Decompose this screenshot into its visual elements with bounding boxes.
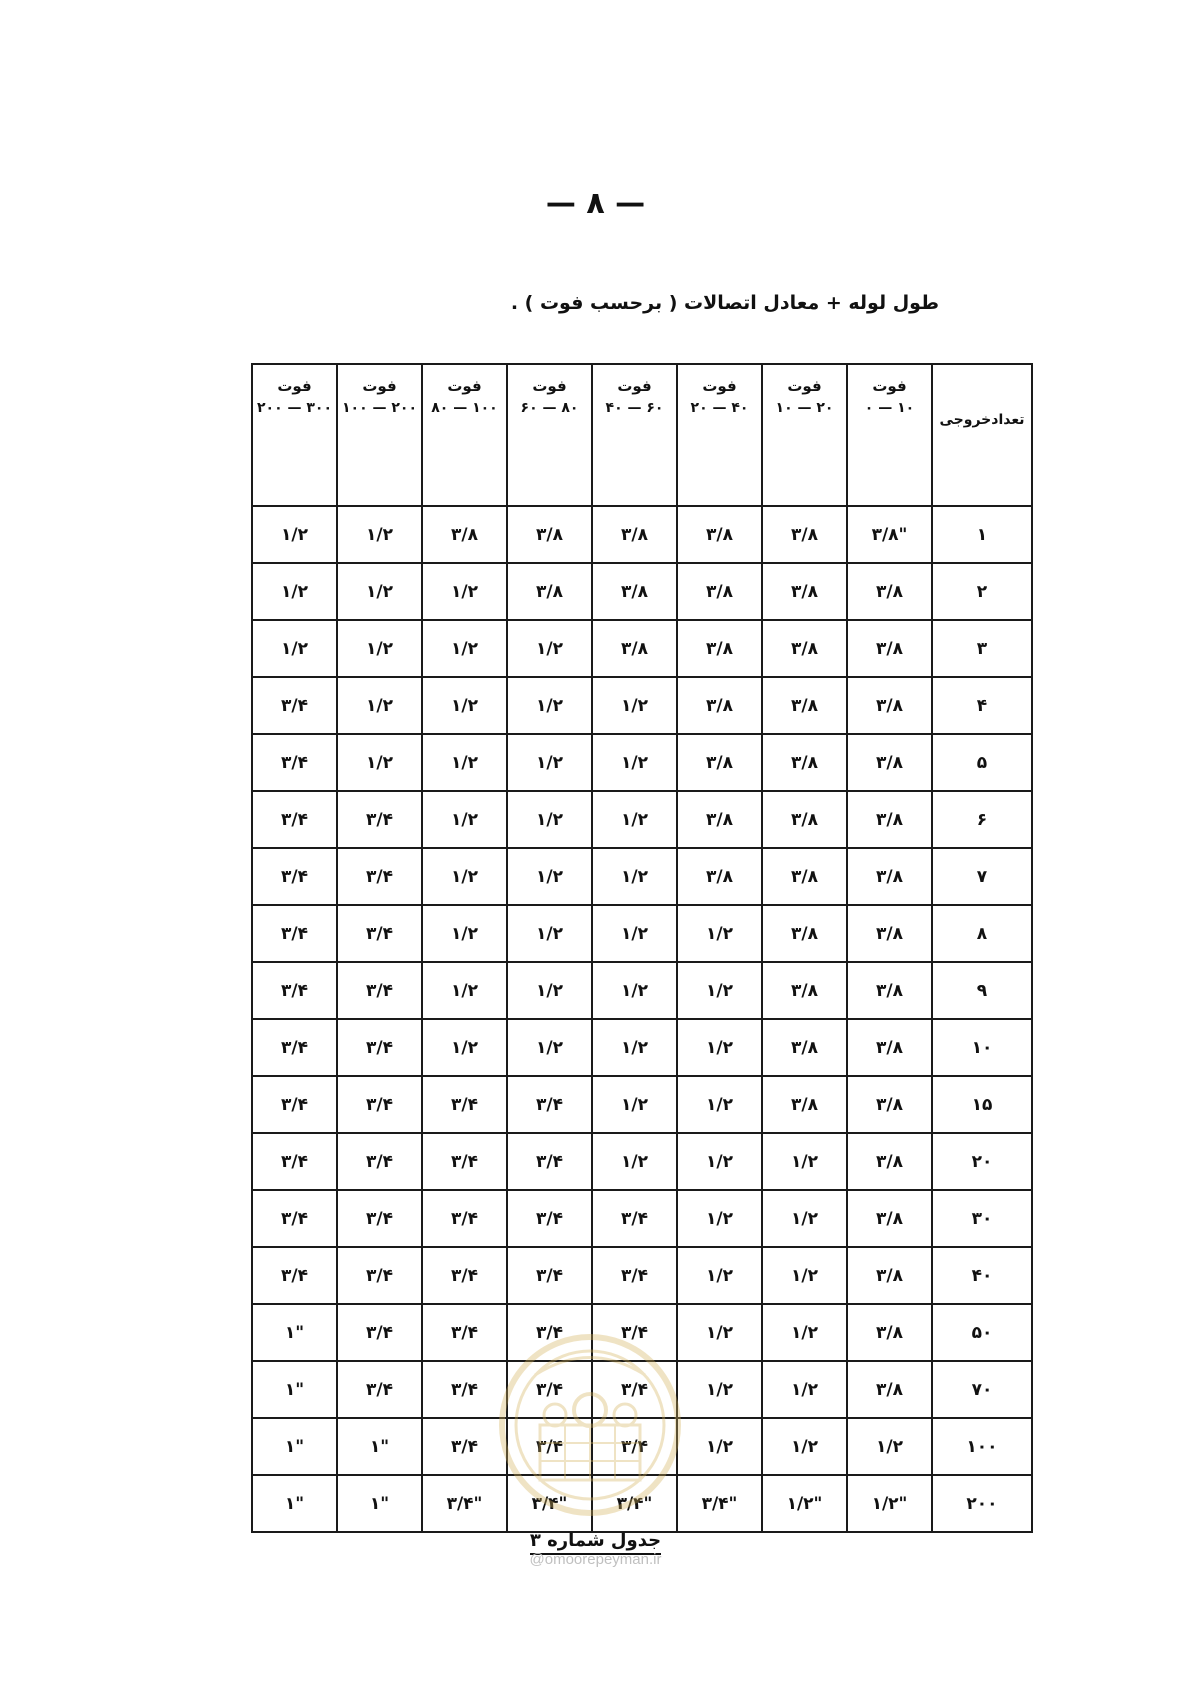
column-header [507,364,592,506]
pipe-size-cell: ۳/۸ [592,563,677,620]
pipe-size-cell: ۳/۴ [507,1247,592,1304]
outlet-count-cell: ۲ [932,563,1032,620]
pipe-size-cell: ۳/۴ [422,1304,507,1361]
pipe-size-cell: ۱/۲ [677,1076,762,1133]
pipe-size-cell: ۱/۲ [507,848,592,905]
pipe-size-cell: ۳/۸ [847,1190,932,1247]
outlet-count-cell: ۴ [932,677,1032,734]
table-header-row [252,364,1032,506]
pipe-size-cell: ۱/۲ [592,1076,677,1133]
pipe-size-cell: "۱ [252,1304,337,1361]
pipe-size-cell: ۳/۸ [677,677,762,734]
table-row [252,1475,1032,1532]
column-range: ۸۰ — ۶۰ [520,400,579,416]
column-unit: فوت [872,377,907,395]
pipe-size-cell: ۳/۴ [337,1247,422,1304]
pipe-size-cell: ۱/۲ [422,848,507,905]
table-row [252,734,1032,791]
column-unit: فوت [617,377,652,395]
pipe-size-cell: ۱/۲ [762,1190,847,1247]
pipe-size-cell: ۳/۴ [252,1133,337,1190]
outlet-count-cell: ۶ [932,791,1032,848]
outlet-count-cell: ۵۰ [932,1304,1032,1361]
pipe-size-cell: "۱ [337,1418,422,1475]
pipe-size-cell: "۳/۸ [847,506,932,563]
table-row [252,962,1032,1019]
pipe-size-cell: ۳/۴ [592,1247,677,1304]
pipe-size-cell: ۳/۴ [337,962,422,1019]
table-row [252,905,1032,962]
pipe-size-cell: "۳/۴ [592,1475,677,1532]
column-header [762,364,847,506]
pipe-size-cell: ۱/۲ [677,1133,762,1190]
pipe-size-cell: ۱/۲ [422,677,507,734]
pipe-size-cell: ۱/۲ [422,905,507,962]
pipe-size-cell: ۳/۸ [507,506,592,563]
table-row [252,791,1032,848]
column-range: ۳۰۰ — ۲۰۰ [256,400,333,416]
column-unit: فوت [277,377,312,395]
pipe-size-cell: ۳/۸ [847,905,932,962]
pipe-size-cell: "۱ [252,1361,337,1418]
pipe-size-cell: ۳/۴ [252,905,337,962]
pipe-size-cell: ۱/۲ [507,905,592,962]
pipe-size-cell: "۳/۴ [677,1475,762,1532]
pipe-size-cell: ۳/۴ [592,1418,677,1475]
pipe-size-cell: ۳/۴ [337,905,422,962]
pipe-size-cell: ۳/۸ [847,620,932,677]
pipe-size-cell: ۳/۴ [592,1304,677,1361]
pipe-size-cell: ۱/۲ [677,1361,762,1418]
column-unit: فوت [787,377,822,395]
pipe-size-cell: ۳/۴ [507,1133,592,1190]
pipe-size-cell: ۳/۴ [252,734,337,791]
pipe-size-cell: ۱/۲ [422,962,507,1019]
pipe-size-cell: "۱ [252,1418,337,1475]
column-range: ۱۰۰ — ۸۰ [431,400,498,416]
column-header [337,364,422,506]
pipe-size-cell: ۱/۲ [337,506,422,563]
column-unit: فوت [532,377,567,395]
outlet-count-cell: ۲۰ [932,1133,1032,1190]
pipe-size-cell: ۳/۴ [507,1418,592,1475]
pipe-size-cell: ۳/۸ [677,734,762,791]
pipe-size-cell: ۱/۲ [592,734,677,791]
pipe-size-cell: ۳/۸ [762,677,847,734]
pipe-size-cell: ۳/۴ [252,791,337,848]
pipe-size-cell: ۳/۸ [847,1076,932,1133]
pipe-size-cell: ۱/۲ [762,1304,847,1361]
pipe-size-cell: ۱/۲ [847,1418,932,1475]
table-row [252,848,1032,905]
pipe-size-cell: ۱/۲ [507,677,592,734]
table-caption-text: جدول شماره ۳ [530,1530,661,1555]
pipe-size-cell: ۳/۸ [762,962,847,1019]
table-row [252,1019,1032,1076]
outlet-count-cell: ۱۵ [932,1076,1032,1133]
column-range: ۶۰ — ۴۰ [605,400,664,416]
pipe-size-cell: ۳/۴ [422,1247,507,1304]
pipe-size-cell: ۳/۸ [847,1019,932,1076]
pipe-size-cell: ۳/۴ [422,1133,507,1190]
pipe-size-cell: ۱/۲ [762,1133,847,1190]
page-number: — ۸ — [545,186,646,221]
pipe-size-cell: ۱/۲ [422,1019,507,1076]
table-row [252,506,1032,563]
table-row [252,1247,1032,1304]
pipe-size-cell: ۳/۸ [507,563,592,620]
outlet-count-cell: ۳ [932,620,1032,677]
table-row [252,620,1032,677]
pipe-size-cell: ۳/۸ [762,620,847,677]
pipe-size-cell: ۳/۴ [337,1190,422,1247]
column-range: ۴۰ — ۲۰ [690,400,749,416]
pipe-size-cell: ۳/۸ [847,1304,932,1361]
pipe-size-cell: ۱/۲ [592,791,677,848]
pipe-size-cell: ۳/۴ [252,1076,337,1133]
pipe-size-cell: ۱/۲ [252,620,337,677]
pipe-size-cell: ۱/۲ [762,1247,847,1304]
pipe-size-cell: ۳/۸ [592,620,677,677]
pipe-size-cell: ۱/۲ [592,848,677,905]
pipe-size-cell: ۳/۴ [337,1361,422,1418]
outlet-count-cell: ۴۰ [932,1247,1032,1304]
outlet-count-header: تعدادخروجی [932,364,1032,506]
pipe-size-cell: ۳/۸ [762,1019,847,1076]
outlet-count-cell: ۱۰۰ [932,1418,1032,1475]
pipe-size-cell: ۳/۸ [762,506,847,563]
pipe-size-cell: "۱ [252,1475,337,1532]
pipe-size-cell: ۳/۴ [337,791,422,848]
table-row [252,1418,1032,1475]
pipe-size-cell: ۱/۲ [677,905,762,962]
pipe-size-cell: ۳/۴ [422,1361,507,1418]
table-caption [0,1530,1191,1551]
pipe-size-cell: ۳/۸ [762,791,847,848]
pipe-size-cell: ۱/۲ [592,962,677,1019]
pipe-size-cell: ۳/۴ [422,1418,507,1475]
pipe-size-cell: ۱/۲ [677,1247,762,1304]
pipe-size-cell: ۱/۲ [422,563,507,620]
table-row [252,563,1032,620]
column-range: ۱۰ — ۰ [864,400,915,416]
pipe-size-cell: "۳/۴ [422,1475,507,1532]
pipe-size-cell: ۱/۲ [507,620,592,677]
table-row [252,677,1032,734]
column-unit: فوت [702,377,737,395]
pipe-size-cell: ۳/۸ [762,905,847,962]
pipe-size-cell: ۳/۴ [507,1190,592,1247]
table-title: طول لوله + معادل اتصالات ( برحسب فوت ) . [510,292,939,314]
pipe-size-cell: ۱/۲ [677,1190,762,1247]
pipe-size-cell: ۳/۸ [847,1361,932,1418]
pipe-size-cell: ۱/۲ [337,734,422,791]
pipe-size-cell: ۳/۴ [592,1361,677,1418]
outlet-count-cell: ۲۰۰ [932,1475,1032,1532]
pipe-size-cell: ۱/۲ [592,677,677,734]
pipe-size-cell: ۳/۸ [847,677,932,734]
pipe-size-cell: ۳/۸ [677,620,762,677]
column-header [252,364,337,506]
pipe-size-cell: "۱/۲ [762,1475,847,1532]
pipe-size-cell: ۳/۴ [252,1190,337,1247]
watermark-text: @omoorepeyman.ir [529,1551,662,1568]
pipe-size-cell: ۳/۸ [677,791,762,848]
pipe-size-cell: ۳/۴ [252,1019,337,1076]
pipe-size-cell: ۳/۸ [762,848,847,905]
pipe-size-cell: ۱/۲ [592,1133,677,1190]
column-header [422,364,507,506]
pipe-size-cell: ۱/۲ [337,677,422,734]
column-range: ۲۰ — ۱۰ [775,400,834,416]
outlet-count-cell: ۷ [932,848,1032,905]
column-unit: فوت [362,377,397,395]
pipe-size-cell: ۳/۴ [252,1247,337,1304]
column-header [677,364,762,506]
pipe-size-cell: ۳/۴ [337,1304,422,1361]
pipe-size-cell: ۱/۲ [252,506,337,563]
table-body [252,506,1032,1532]
pipe-size-cell: ۳/۴ [252,962,337,1019]
pipe-size-cell: ۱/۲ [507,962,592,1019]
pipe-size-cell: ۳/۴ [592,1190,677,1247]
table-row [252,1190,1032,1247]
pipe-size-cell: ۳/۴ [252,677,337,734]
pipe-size-cell: ۳/۸ [592,506,677,563]
pipe-size-cell: ۳/۸ [762,1076,847,1133]
pipe-size-cell: "۱ [337,1475,422,1532]
pipe-size-cell: ۳/۴ [507,1076,592,1133]
column-range: ۲۰۰ — ۱۰۰ [341,400,418,416]
pipe-size-cell: ۳/۸ [847,563,932,620]
pipe-size-cell: ۱/۲ [337,620,422,677]
pipe-size-cell: ۳/۴ [337,1019,422,1076]
pipe-size-cell: ۱/۲ [592,1019,677,1076]
pipe-size-cell: ۳/۸ [677,563,762,620]
pipe-size-cell: ۳/۸ [762,734,847,791]
pipe-size-cell: ۳/۴ [337,1076,422,1133]
pipe-size-cell: ۳/۴ [507,1304,592,1361]
outlet-count-cell: ۷۰ [932,1361,1032,1418]
pipe-size-cell: "۳/۴ [507,1475,592,1532]
column-header [847,364,932,506]
outlet-count-cell: ۵ [932,734,1032,791]
outlet-count-cell: ۱ [932,506,1032,563]
pipe-size-cell: ۱/۲ [592,905,677,962]
pipe-size-cell: ۳/۸ [422,506,507,563]
pipe-size-cell: ۳/۴ [422,1076,507,1133]
pipe-size-cell: ۳/۴ [337,1133,422,1190]
outlet-count-cell: ۳۰ [932,1190,1032,1247]
pipe-size-cell: ۱/۲ [762,1361,847,1418]
column-unit: فوت [447,377,482,395]
pipe-size-cell: ۳/۸ [847,962,932,1019]
pipe-size-cell: ۳/۴ [507,1361,592,1418]
outlet-count-cell: ۱۰ [932,1019,1032,1076]
pipe-size-cell: ۳/۸ [847,791,932,848]
pipe-size-table [251,363,1033,1533]
outlet-count-cell: ۹ [932,962,1032,1019]
pipe-size-cell: ۱/۲ [337,563,422,620]
pipe-size-cell: "۱/۲ [847,1475,932,1532]
pipe-size-cell: ۱/۲ [422,734,507,791]
table-row [252,1076,1032,1133]
pipe-size-cell: ۱/۲ [677,1418,762,1475]
pipe-size-cell: ۱/۲ [507,734,592,791]
table-row [252,1133,1032,1190]
pipe-size-cell: ۱/۲ [677,962,762,1019]
table-row [252,1304,1032,1361]
column-header [592,364,677,506]
pipe-size-cell: ۳/۴ [252,848,337,905]
pipe-size-cell: ۱/۲ [422,620,507,677]
table-row [252,1361,1032,1418]
pipe-size-cell: ۳/۸ [762,563,847,620]
pipe-size-cell: ۱/۲ [677,1304,762,1361]
pipe-size-cell: ۳/۸ [847,1133,932,1190]
pipe-size-cell: ۳/۸ [847,734,932,791]
pipe-size-cell: ۱/۲ [762,1418,847,1475]
pipe-size-cell: ۱/۲ [422,791,507,848]
pipe-size-cell: ۳/۸ [677,848,762,905]
outlet-count-cell: ۸ [932,905,1032,962]
pipe-size-cell: ۳/۸ [847,1247,932,1304]
pipe-size-cell: ۳/۸ [847,848,932,905]
pipe-size-cell: ۱/۲ [252,563,337,620]
pipe-size-cell: ۱/۲ [677,1019,762,1076]
pipe-size-cell: ۱/۲ [507,1019,592,1076]
pipe-size-cell: ۳/۴ [337,848,422,905]
pipe-size-cell: ۳/۸ [677,506,762,563]
pipe-size-cell: ۳/۴ [422,1190,507,1247]
pipe-size-cell: ۱/۲ [507,791,592,848]
